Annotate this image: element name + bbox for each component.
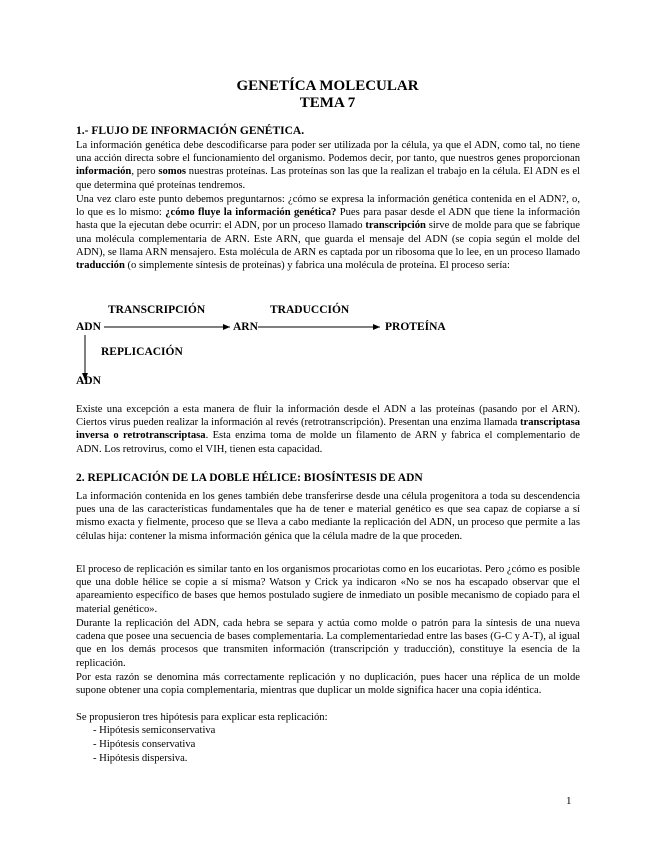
list-item: - Hipótesis conservativa — [93, 739, 196, 750]
label-proteina: PROTEÍNA — [385, 321, 446, 333]
hypothesis-list — [93, 724, 215, 766]
section1-paragraph-3: Existe una excepción a esta manera de fluir la información desde el ADN a las proteínas (pasando por el ARN). Ciertos virus pueden realizar la información al revés (retrotranscripción). Presentan una enzima llamada transcriptasa inversa o retrotranscriptasa. Esta enzima toma de molde un filamento de ARN y fabrica el complementario de ADN. Los retrovirus, como el VIH, tienen esta capacidad. — [76, 404, 580, 455]
label-replicacion: REPLICACIÓN — [101, 346, 183, 358]
section1-heading: 1.- FLUJO DE INFORMACIÓN GENÉTICA. — [76, 125, 305, 137]
section2-heading: 2. REPLICACIÓN DE LA DOBLE HÉLICE: BIOSÍNTESIS DE ADN — [76, 472, 423, 484]
section2-paragraph-3: Durante la replicación del ADN, cada hebra se separa y actúa como molde o patrón para la síntesis de una nueva cadena que posee una secuencia de bases complementaria. La complementariedad entre las bases (G-C y A-T), al igual que en los demás procesos que transmiten información (transcripción y traducción), constituye la esencia de la replicación. — [76, 618, 580, 669]
section1-paragraph-1: La información genética debe descodificarse para poder ser utilizada por la célula, ya que el ADN, como tal, no tiene una acción directa sobre el funcionamiento del organismo. Podemos decir, por tanto, que nuestros genes proporcionan información, pero somos nuestras proteínas. Las proteínas son las que la realizan el trabajo en la célula. El ADN es el que determina qué proteínas tendremos. — [76, 140, 580, 191]
section2-paragraph-4: Por esta razón se denomina más correctamente replicación y no duplicación, pues hacer una réplica de un molde supone obtener una copia complementaria, mientras que duplicar un molde significa hacer una copia idéntica. — [76, 672, 580, 697]
label-transcripcion: TRANSCRIPCIÓN — [108, 304, 206, 316]
list-item: - Hipótesis dispersiva. — [93, 753, 188, 764]
label-adn: ADN — [76, 321, 101, 333]
section2-paragraph-5: Se propusieron tres hipótesis para explicar esta replicación: — [76, 712, 328, 723]
section2-paragraph-2: El proceso de replicación es similar tanto en los organismos procariotas como en los eucariotas. Pero ¿cómo es posible que una doble hélice se copie a sí misma? Watson y Crick ya indicaron «No se nos ha escapado observar que el apareamiento específico de bases que hemos postulado sugiere de inmediato un posible mecanismo de copiado para el material genético». — [76, 564, 580, 615]
document-title: GENETÍCA MOLECULAR — [236, 78, 419, 94]
list-item: - Hipótesis semiconservativa — [93, 725, 216, 736]
diagram-arrows — [0, 0, 655, 400]
document-subtitle: TEMA 7 — [299, 95, 356, 111]
label-traduccion: TRADUCCIÓN — [270, 304, 350, 316]
section2-paragraph-1: La información contenida en los genes también debe transferirse desde una célula progenitora a toda su descendencia pues una de las características fundamentales que ha de tener e material genético es que sea capaz de copiarse a sí mismo exacta y fielmente, proceso que se lleva a cabo mediante la replicación del ADN, un proceso que permite a las células hija: contener la misma información génica que la célula madre de la que proceden. — [76, 491, 580, 542]
label-adn-replicated: ADN — [76, 375, 101, 387]
label-arn: ARN — [233, 321, 258, 333]
page-number: 1 — [566, 795, 572, 807]
section1-paragraph-2: Una vez claro este punto debemos preguntarnos: ¿cómo se expresa la información genética contenida en el ADN?, o, lo que es lo mismo: ¿cómo fluye la información genética? Pues para pasar desde el ADN que tiene la información hasta que la ejecutan debe ocurrir: el ADN, por un proceso llamado transcripción sirve de molde para que se fabrique una molécula complementaria de ARN. Este ARN, que guarda el mensaje del ADN (se copia según el molde del ADN), se llama ARN mensajero. Esta molécula de ARN es captada por un ribosoma que lo lee, en un proceso llamado traducción (o simplemente síntesis de proteínas) y fabrica una molécula de proteína. El proceso sería: — [76, 194, 581, 272]
